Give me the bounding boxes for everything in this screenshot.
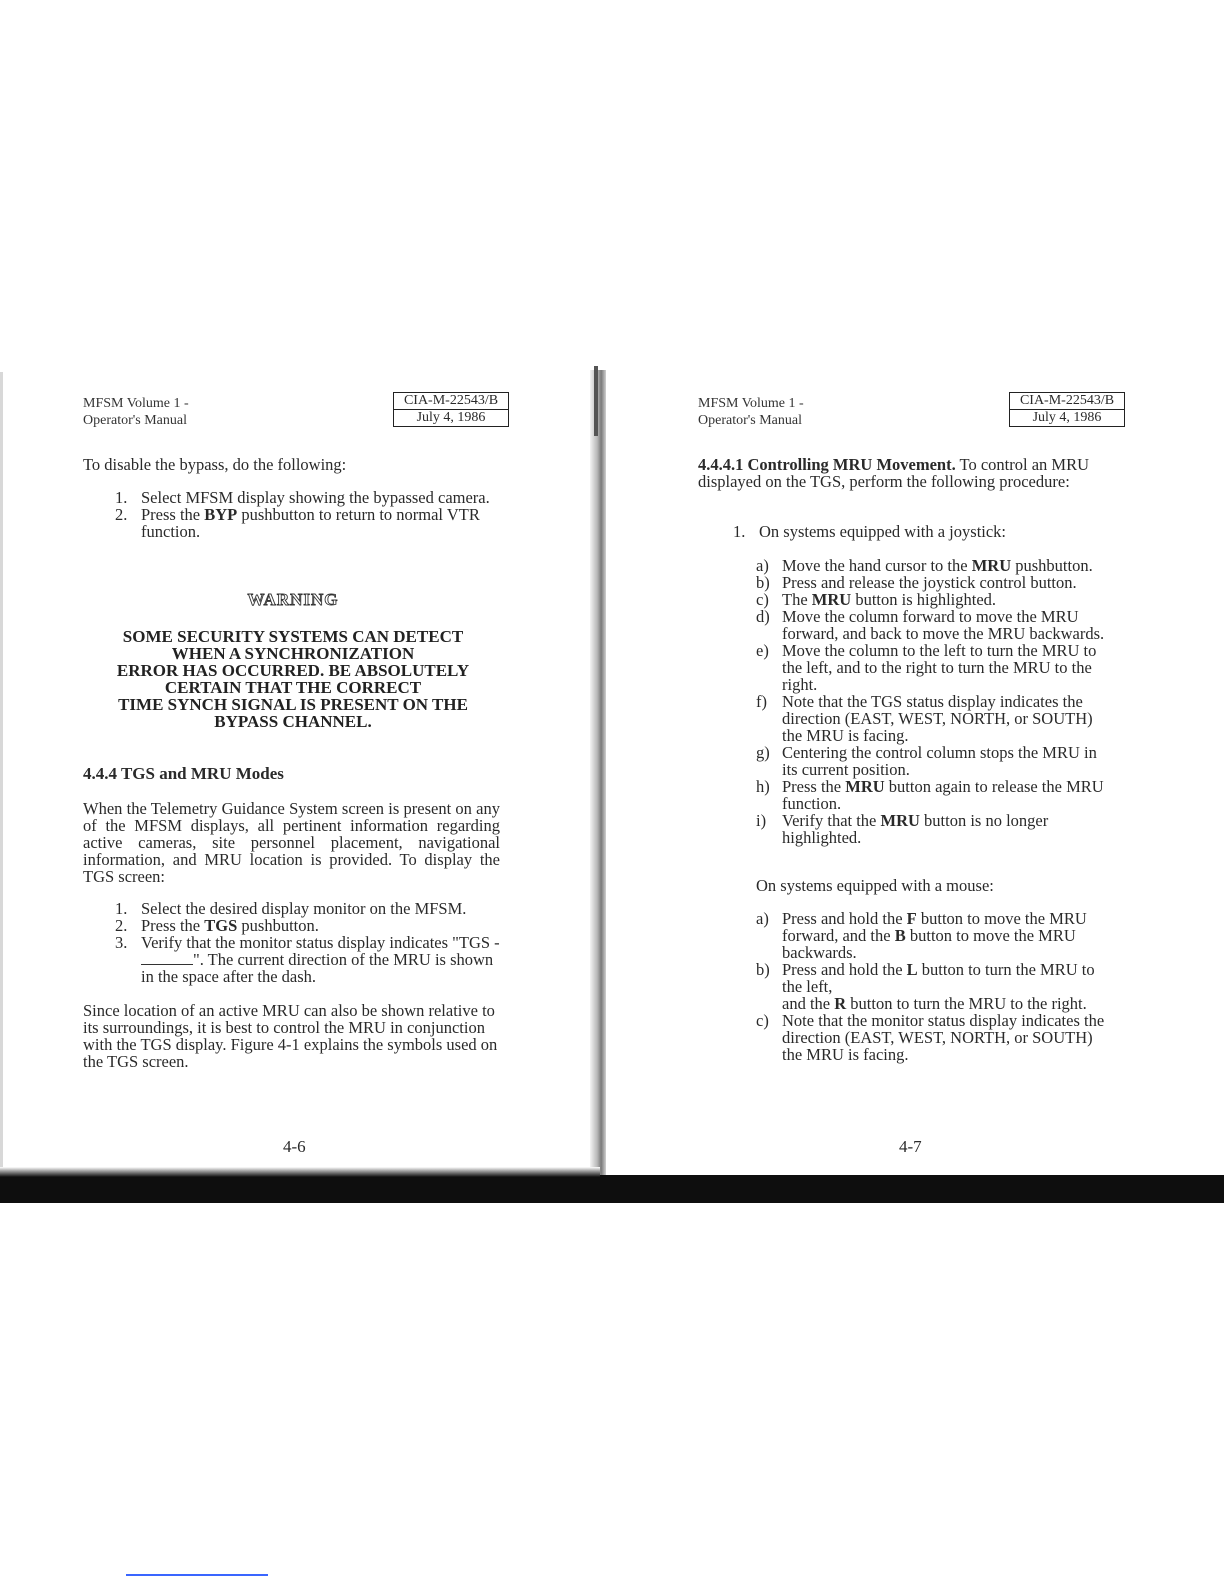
mouse-intro: On systems equipped with a mouse:: [756, 876, 994, 895]
list-item: c) The MRU button is highlighted.: [756, 590, 997, 609]
page-number: 4-7: [899, 1137, 922, 1156]
subsection-paragraph: 4.4.4.1 Controlling MRU Movement. To control an MRU displayed on the TGS, perform the following procedure:: [698, 455, 1089, 491]
list-item: c) Note that the monitor status display indicates the direction (EAST, WEST, NORTH, or SOUTH) the MRU is facing.: [756, 1011, 1105, 1064]
left-page: [0, 0, 600, 1200]
doc-id: CIA-M-22543/B: [1019, 393, 1115, 408]
list-item: f) Note that the TGS status display indicates the direction (EAST, WEST, NORTH, or SOUTH) the MRU is facing.: [756, 692, 1093, 745]
warning-body: SOME SECURITY SYSTEMS CAN DETECT WHEN A SYNCHRONIZATION ERROR HAS OCCURRED. BE ABSOLUTELY CERTAIN THAT THE CORRECT TIME SYNCH SIGNAL IS PRESENT ON THE BYPASS CHANNEL.: [116, 627, 470, 731]
list-item: a) Move the hand cursor to the MRU pushbutton.: [756, 556, 1093, 575]
list-item: 1. On systems equipped with a joystick:: [733, 522, 1007, 541]
running-header-left: [83, 395, 189, 429]
disable-intro: To disable the bypass, do the following:: [83, 455, 347, 474]
list-item: h) Press the MRU button again to release the MRU function.: [756, 777, 1104, 813]
list-item: 2. Press the TGS pushbutton.: [115, 916, 319, 935]
blue-rule: [126, 1574, 268, 1576]
list-item: b) Press and hold the L button to turn the MRU to the left, and the R button to turn the MRU to the right.: [756, 960, 1095, 1013]
list-item: d) Move the column forward to move the MRU forward, and back to move the MRU backwards.: [756, 607, 1105, 643]
list-item: 3. Verify that the monitor status display indicates "TGS - ". The current direction of the MRU is shown in the space after the dash.: [115, 933, 500, 986]
list-item: 1. Select the desired display monitor on the MFSM.: [115, 899, 467, 918]
list-item: i) Verify that the MRU button is no longer highlighted.: [756, 811, 1049, 847]
blank-direction-field: [141, 952, 193, 965]
joystick-steps-list: [756, 557, 1106, 846]
subsection-heading: 4.4.4.1 Controlling MRU Movement.: [698, 455, 956, 474]
header-title-line2: Operator's Manual: [698, 413, 802, 428]
doc-date: July 4, 1986: [1010, 409, 1124, 426]
mouse-steps-list: [756, 910, 1116, 1063]
warning-title: WARNING: [247, 590, 339, 609]
section-paragraph: When the Telemetry Guidance System screen is present on any of the MFSM displays, all pertinent information regarding active cameras, site personnel placement, navigational information, and MRU location is provided. To display the TGS screen:: [83, 799, 500, 886]
tgs-steps-list: [115, 900, 500, 985]
list-item: a) Press and hold the F button to move the MRU forward, and the B button to move the MRU backwards.: [756, 909, 1087, 962]
closing-paragraph: Since location of an active MRU can also be shown relative to its surroundings, it is best to control the MRU in conjunction with the TGS display. Figure 4-1 explains the symbols used on the TGS screen.: [83, 1001, 498, 1071]
header-title-line1: MFSM Volume 1 -: [83, 396, 189, 411]
list-item: 1. Select MFSM display showing the bypassed camera.: [115, 488, 490, 507]
list-item: g) Centering the control column stops the MRU in its current position.: [756, 743, 1097, 779]
doc-id: CIA-M-22543/B: [403, 393, 499, 408]
disable-steps-list: [115, 489, 500, 540]
list-item: e) Move the column to the left to turn the MRU to the left, and to the right to turn the MRU to the right.: [756, 641, 1097, 694]
page-number: 4-6: [283, 1137, 306, 1156]
list-item: b) Press and release the joystick control button.: [756, 573, 1077, 592]
section-heading: 4.4.4 TGS and MRU Modes: [83, 764, 284, 783]
header-title-line2: Operator's Manual: [83, 413, 187, 428]
list-item: 2. Press the BYP pushbutton to return to normal VTR function.: [115, 505, 480, 541]
doc-id-box: [1009, 392, 1125, 427]
joystick-intro: [733, 523, 1113, 540]
running-header-right: [698, 395, 804, 429]
header-title-line1: MFSM Volume 1 -: [698, 396, 804, 411]
doc-date: July 4, 1986: [394, 409, 508, 426]
doc-id-box: [393, 392, 509, 427]
right-page: [606, 0, 1224, 1200]
